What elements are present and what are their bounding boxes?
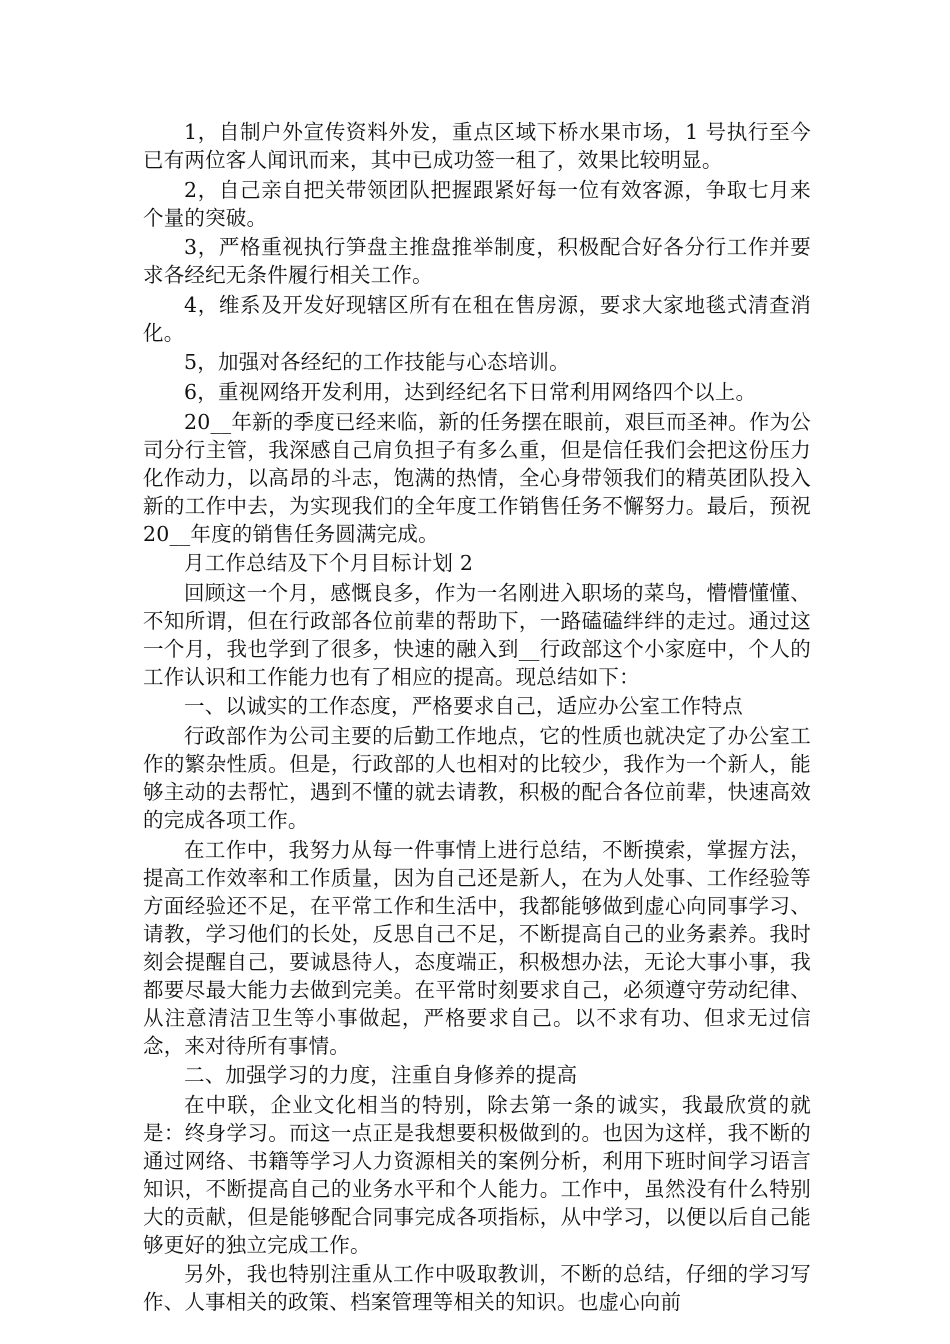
- paragraph-item-6: 6，重视网络开发利用，达到经纪名下日常利用网络四个以上。: [184, 379, 757, 404]
- section-title: 月工作总结及下个月目标计划 2: [184, 551, 474, 576]
- paragraph-item-5: 5，加强对各经纪的工作技能与心态培训。: [184, 350, 570, 375]
- paragraph-admin: 行政部作为公司主要的后勤工作地点，它的性质也就决定了办公室工作的繁杂性质。但是，行政部的人也相对的比较少，我作为一个新人，能够主动的去帮忙，遇到不懂的就去请教，积极的配合各位前辈，快速高效的完成各项工作。: [143, 723, 811, 832]
- paragraph-item-4: 4，维系及开发好现辖区所有在租在售房源，要求大家地毯式清查消化。: [143, 292, 811, 345]
- paragraph-work: 在工作中，我努力从每一件事情上进行总结，不断摸索，掌握方法，提高工作效率和工作质量，因为自己还是新人，在为人处事、工作经验等方面经验还不足，在平常工作和生活中，我都能够做到虚心向同事学习、请教，学习他们的长处，反思自己不足，不断提高自己的业务素养。我时刻会提醒自己，要诚恳待人，态度端正，积极想办法，无论大事小事，我都要尽最大能力去做到完美。在平常时刻要求自己，必须遵守劳动纪律、从注意清洁卫生等小事做起，严格要求自己。以不求有功、但求无过信念，来对待所有事情。: [143, 837, 811, 1058]
- subheading-1: 一、以诚实的工作态度，严格要求自己，适应办公室工作特点: [184, 694, 743, 719]
- paragraph-item-2: 2，自己亲自把关带领团队把握跟紧好每一位有效客源，争取七月来个量的突破。: [143, 177, 811, 230]
- paragraph-review: 回顾这一个月，感慨良多，作为一名刚进入职场的菜鸟，懵懵懂懂、不知所谓，但在行政部各位前辈的帮助下，一路磕磕绊绊的走过。通过这一个月，我也学到了很多，快速的融入到__行政部这个小家庭中，个人的工作认识和工作能力也有了相应的提高。现总结如下：: [143, 580, 811, 689]
- paragraph-learning: 在中联，企业文化相当的特别，除去第一条的诚实，我最欣赏的就是：终身学习。而这一点正是我想要积极做到的。也因为这样，我不断的通过网络、书籍等学习人力资源相关的案例分析，利用下班时间学习语言知识，不断提高自己的业务水平和个人能力。工作中，虽然没有什么特别大的贡献，但是能够配合同事完成各项指标，从中学习，以便以后自己能够更好的独立完成工作。: [143, 1092, 811, 1257]
- document-body: [143, 118, 811, 1318]
- paragraph-closing: 20__年新的季度已经来临，新的任务摆在眼前，艰巨而圣神。作为公司分行主管，我深感自己肩负担子有多么重，但是信任我们会把这份压力化作动力，以高昂的斗志，饱满的热情，全心身带领我们的精英团队投入新的工作中去，为实现我们的全年度工作销售任务不懈努力。最后，预祝 20__年度的销售任务圆满完成。: [143, 409, 811, 546]
- paragraph-item-3: 3，严格重视执行笋盘主推盘推举制度，积极配合好各分行工作并要求各经纪无条件履行相关工作。: [143, 235, 811, 288]
- paragraph-item-1: 1，自制户外宣传资料外发，重点区域下桥水果市场，1 号执行至今已有两位客人闻讯而来，其中已成功签一租了，效果比较明显。: [143, 120, 811, 172]
- paragraph-lessons: 另外，我也特别注重从工作中吸取教训，不断的总结，仔细的学习写作、人事相关的政策、档案管理等相关的知识。也虚心向前: [143, 1262, 811, 1315]
- subheading-2: 二、加强学习的力度，注重自身修养的提高: [184, 1063, 578, 1088]
